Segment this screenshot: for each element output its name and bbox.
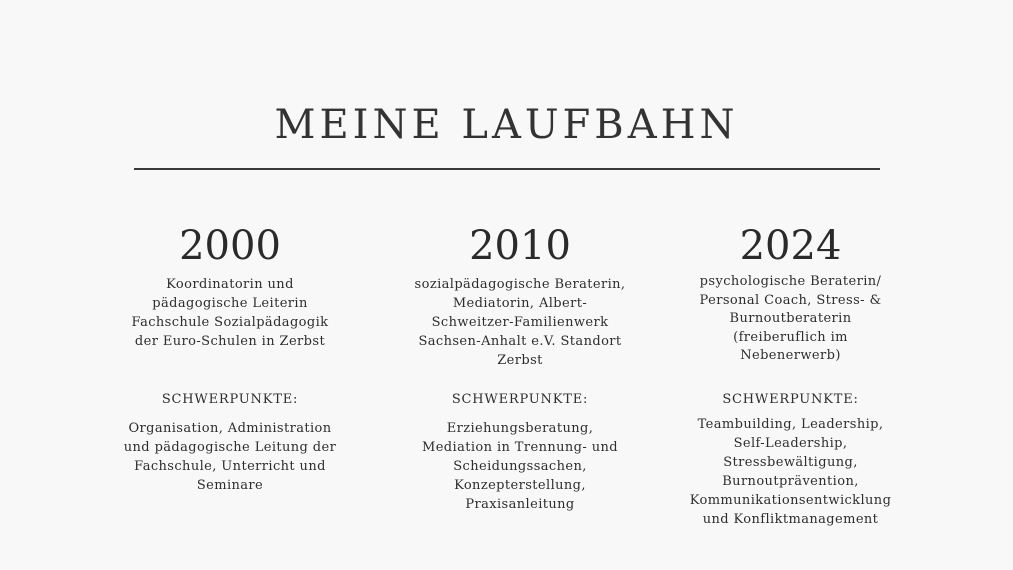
focus-line: Scheidungssachen, [453,459,587,474]
focus-text [120,419,340,495]
role-line: Fachschule Sozialpädagogik [131,315,329,330]
role-line: sozialpädagogische Beraterin, [414,277,626,292]
focus-line: Erziehungsberatung, [446,421,594,436]
focus-line: Kommunikationsentwicklung [689,493,892,508]
focus-line: Organisation, Administration [128,421,332,436]
focus-line: Seminare [196,478,264,493]
title-divider [134,168,880,170]
role-line: (freiberuflich im [733,329,848,345]
career-column-2010 [410,222,630,512]
focus-line: Burnoutprävention, [722,474,859,489]
page-title: MEINE LAUFBAHN [274,102,739,148]
career-role [120,275,340,351]
career-column-2000 [120,222,340,493]
career-role [688,273,893,366]
focus-line: Mediation in Trennung- und [422,440,618,455]
focus-label: SCHWERPUNKTE: [451,392,589,407]
career-column-2024 [688,222,893,527]
role-line: Sachsen-Anhalt e.V. Standort [418,334,622,349]
focus-line: Fachschule, Unterricht und [134,459,326,474]
role-line: Koordinatorin und [166,277,294,292]
focus-line: Praxisanleitung [465,497,575,512]
career-year: 2000 [179,223,281,269]
role-line: Zerbst [497,353,543,368]
role-line: pädagogische Leiterin [152,296,308,311]
focus-label: SCHWERPUNKTE: [161,392,299,407]
career-role [410,275,630,370]
focus-line: Konzepterstellung, [454,478,586,493]
role-line: Schweitzer-Familienwerk [431,315,609,330]
focus-line: und pädagogische Leitung der [123,440,337,455]
focus-line: Self-Leadership, [733,436,848,451]
role-line: Nebenerwerb) [740,348,841,363]
role-line: Personal Coach, Stress- & [699,292,882,308]
career-year: 2024 [739,223,842,269]
focus-line: Stressbewältigung, [723,455,858,470]
focus-line: und Konfliktmanagement [702,512,879,527]
focus-line: Teambuilding, Leadership, [697,417,884,432]
role-line: Mediatorin, Albert- [452,296,588,311]
role-line: der Euro-Schulen in Zerbst [134,334,326,349]
focus-text [410,419,630,514]
focus-text [688,415,893,529]
role-line: psychologische Beraterin/ [699,274,882,289]
focus-label: SCHWERPUNKTE: [722,392,859,407]
role-line: Burnoutberaterin [729,311,852,326]
career-year: 2010 [469,223,571,269]
